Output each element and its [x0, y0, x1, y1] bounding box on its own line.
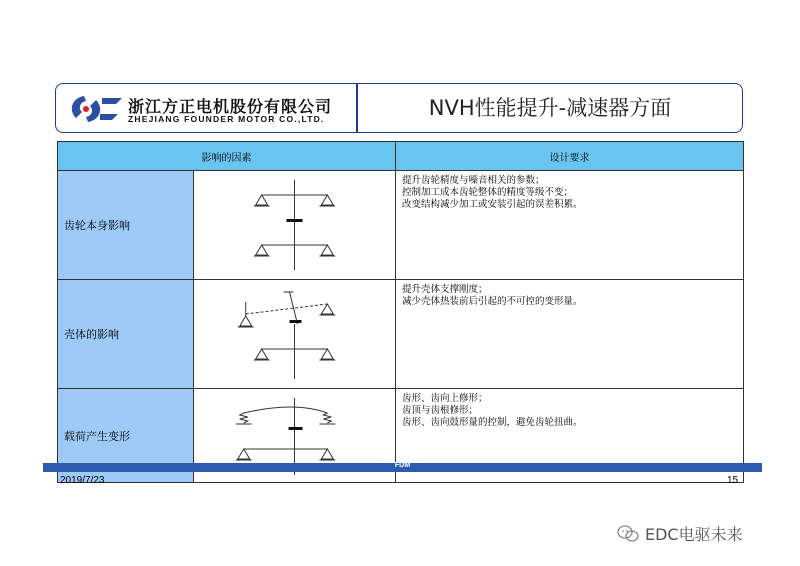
footer-bar [43, 463, 762, 472]
requirement-line: 提升齿轮精度与噪音相关的参数； [402, 175, 545, 186]
gear-self-diagram-icon [194, 175, 395, 275]
gear-diagram [194, 171, 396, 280]
factor-label: 壳体的影响 [58, 280, 194, 389]
watermark-text: EDC电驱未来 [645, 525, 743, 544]
housing-diagram [194, 280, 396, 389]
housing-diagram-icon [194, 284, 395, 384]
requirement-line: 提升壳体支撑刚度； [402, 284, 488, 295]
company-name-cn: 浙江方正电机股份有限公司 [128, 97, 333, 116]
company-name-en: ZHEJIANG FOUNDER MOTOR CO.,LTD. [128, 114, 325, 124]
table-row [58, 171, 744, 280]
requirement-line: 改变结构减少加工或安装引起的误差积累。 [402, 199, 583, 210]
requirement-line: 齿顶与齿根修形； [402, 405, 479, 416]
footer-label: FDM [394, 462, 411, 469]
logo-mark-icon [66, 92, 126, 126]
nvh-table [57, 141, 744, 483]
requirements-cell [396, 171, 744, 280]
table-row [58, 280, 744, 389]
requirement-line: 齿形、齿向鼓形量的控制，避免齿轮扭曲。 [402, 417, 583, 428]
factor-label: 载荷产生变形 [58, 389, 194, 483]
column-header-requirements: 设计要求 [396, 142, 744, 171]
slide-header [55, 83, 743, 133]
column-header-factors: 影响的因素 [58, 142, 396, 171]
requirement-line: 控制加工成本齿轮整体的精度等级不变； [402, 187, 574, 198]
watermark [617, 522, 743, 545]
wechat-icon [617, 525, 639, 543]
page-title: NVH性能提升-减速器方面 [428, 96, 672, 120]
factor-label: 齿轮本身影响 [58, 171, 194, 280]
page-number: 15 [727, 475, 739, 486]
requirement-line: 齿形、齿向上修形； [402, 393, 488, 404]
requirement-line: 减少壳体热装前后引起的不可控的变形量。 [402, 296, 583, 307]
company-logo [66, 92, 351, 126]
slide-date: 2019/7/23 [60, 475, 105, 486]
requirements-cell [396, 280, 744, 389]
